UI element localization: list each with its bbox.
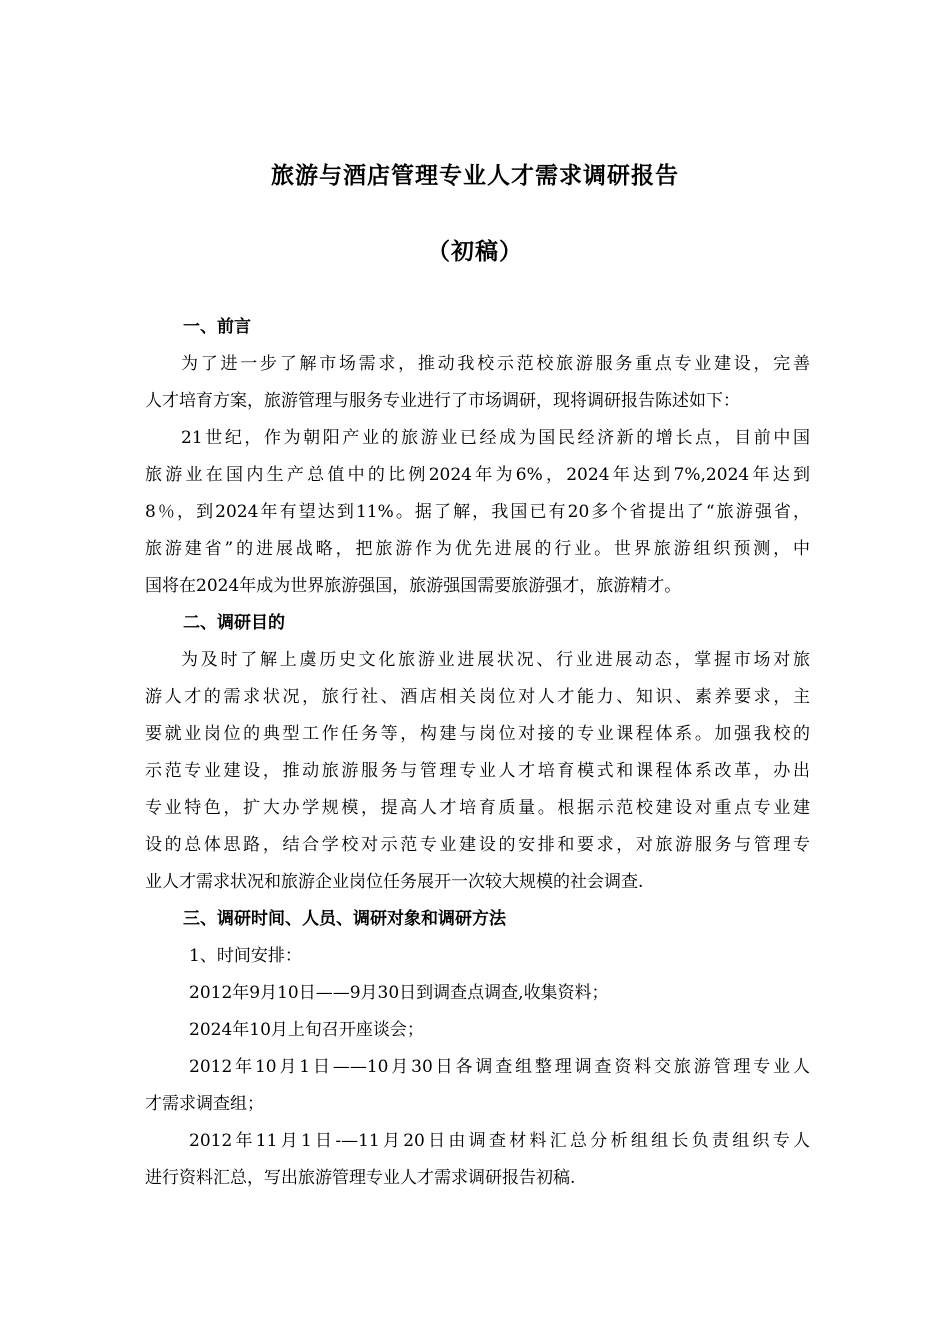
list-item: 1、时间安排：	[189, 946, 302, 966]
schedule-line: 才需求调查组；	[145, 1094, 264, 1114]
section-heading-methods: 三、调研时间、人员、调研对象和调研方法	[183, 909, 506, 929]
schedule-line: 2012年9月10日——9月30日到调查点调查,收集资料；	[189, 983, 609, 1003]
paragraph-line: 为及时了解上虞历史文化旅游业进展状况、行业进展动态，掌握市场对旅	[181, 650, 810, 670]
schedule-line: 2024年10月上旬召开座谈会；	[189, 1020, 424, 1040]
paragraph-line: 示范专业建设，推动旅游服务与管理专业人才培育模式和课程体系改革，办出	[145, 761, 810, 781]
section-heading-preface: 一、前言	[183, 317, 251, 337]
paragraph-line: 人才培育方案，旅游管理与服务专业进行了市场调研，现将调研报告陈述如下：	[145, 391, 740, 411]
section-heading-purpose: 二、调研目的	[183, 613, 285, 633]
document-title: 旅游与酒店管理专业人才需求调研报告	[271, 162, 679, 189]
paragraph-line: 21世纪，作为朝阳产业的旅游业已经成为国民经济新的增长点，目前中国	[181, 428, 810, 448]
paragraph-line: 要就业岗位的典型工作任务等，构建与岗位对接的专业课程体系。加强我校的	[145, 724, 810, 744]
paragraph-line: 为了进一步了解市场需求，推动我校示范校旅游服务重点专业建设，完善	[181, 354, 810, 374]
paragraph-line: 国将在2024年成为世界旅游强国，旅游强国需要旅游强才，旅游精才。	[145, 576, 682, 596]
schedule-line: 2012年11月1日-—11月20日由调查材料汇总分析组组长负责组织专人	[189, 1131, 810, 1151]
paragraph-line: 游人才的需求状况，旅行社、酒店相关岗位对人才能力、知识、素养要求，主	[145, 687, 810, 707]
paragraph-line: 旅游建省”的进展战略，把旅游作为优先进展的行业。世界旅游组织预测，中	[145, 539, 810, 559]
schedule-line: 进行资料汇总，写出旅游管理专业人才需求调研报告初稿.	[145, 1168, 576, 1188]
document-subtitle: （初稿）	[427, 238, 523, 265]
paragraph-line: 业人才需求状况和旅游企业岗位任务展开一次较大规模的社会调查.	[145, 872, 644, 892]
paragraph-line: 旅游业在国内生产总值中的比例2024年为6%，2024年达到7%,2024年达到	[145, 465, 810, 485]
schedule-line: 2012年10月1日——10月30日各调查组整理调查资料交旅游管理专业人	[189, 1057, 810, 1077]
paragraph-line: 设的总体思路，结合学校对示范专业建设的安排和要求，对旅游服务与管理专	[145, 835, 810, 855]
document-body	[145, 309, 810, 1197]
paragraph-line: 8％，到2024年有望达到11%。据了解，我国已有20多个省提出了“旅游强省，	[145, 502, 810, 522]
paragraph-line: 专业特色，扩大办学规模，提高人才培育质量。根据示范校建设对重点专业建	[145, 798, 810, 818]
